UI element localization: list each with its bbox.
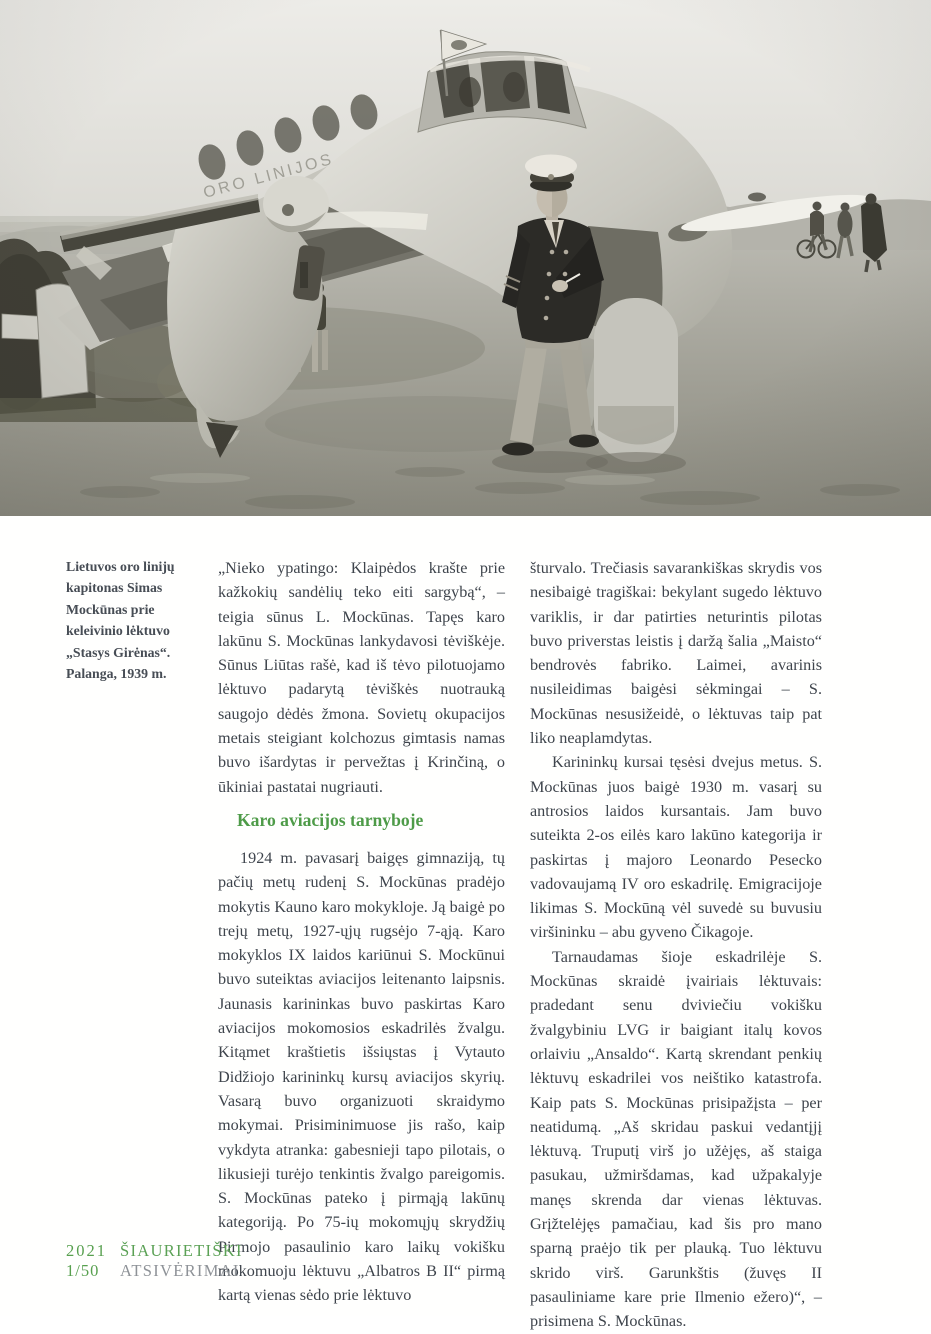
magazine-title-line2: ATSIVĖRIMAI (120, 1261, 240, 1280)
paragraph-1: „Nieko ypatingo: Klaipėdos krašte prie kažkokių sandėlių teko eiti sargybą“, – teigia sūnus L. Mockūnas. Tapęs karo lakūnu S. Mockūnas lankydavosi tėviškėje. Sūnus Liūtas rašė, kad iš tėvo pilotuojamo lėktuvo padarytą tėviškės nuotrauką saugojo dėdės žmona. Sovietų okupacijos metais steigiant kolchozus gimtasis namas buvo išardytas ir pervežtas į Krinčiną, o ūkiniai pastatai nugriauti. (218, 559, 505, 796)
issue-block (66, 1241, 107, 1281)
photo-caption: Lietuvos oro linijų kapitonas Simas Mockūnas prie keleivinio lėktuvo „Stasys Girėnas“. Palanga, 1939 m. (66, 559, 175, 682)
footer-issue: 1/50 (66, 1261, 100, 1280)
article-column-2 (530, 556, 822, 1334)
magazine-title-line1: ŠIAURIETIŠKI (120, 1241, 243, 1260)
article-column-1 (218, 556, 505, 1334)
vignette (0, 0, 931, 516)
page-footer (66, 1241, 243, 1281)
historic-photo (0, 0, 931, 516)
paragraph-2-continued: šturvalo. Trečiasis savarankiškas skrydis vos nesibaigė tragiškai: bekylant sugedo lėktuvo variklis, ir dar patirties neturintis pilotas buvo priverstas leistis į daržą šalia „Maisto“ bendrovės fabriko. Laimei, avarinis nusileidimas baigėsi sėkmingai – S. Mockūnas nesusižeidė, o lėktuvas taip pat liko neaplamdytas. (530, 559, 822, 748)
section-heading: Karo aviacijos tarnyboje (237, 809, 424, 830)
magazine-title (120, 1241, 243, 1281)
article-body (66, 556, 822, 1334)
paragraph-4: Tarnaudamas šioje eskadrilėje S. Mockūnas skraidė įvairiais lėktuvais: pradedant senu dviviečiu vokišku žvalgybiniu LVG ir baigiant italų kovos orlaiviu „Ansaldo“. Kartą skrendant penkių lėktuvų eskadrilei vos neištiko katastrofa. Kaip pats S. Mockūnas prisipažįsta – per neatidumą. „Aš skridau paskui vedantįjį lėktuvą. Truputį virš jo užėjęs, aš staiga pasukau, užmiršdamas, kad užpakalyje manęs skrenda dar vienas lėktuvas. Grįžtelėjęs pamačiau, kad šis pro mano sparną praėjo tik per plauką. Tuo lėktuvu skrido virš. Garunkštis (žuvęs II pasauliniame kare prie Ilmenio ežero)“, – prisimena S. Mockūnas. (530, 947, 822, 1331)
footer-year: 2021 (66, 1241, 107, 1260)
paragraph-3: Karininkų kursai tęsėsi dvejus metus. S. Mockūnas juos baigė 1930 m. vasarį su antrosios laidos kursantais. Jam buvo suteikta 2-os eilės karo lakūno kategorija ir paskirtas į majoro Leonardo Pesecko vadovaujamą IV oro eskadrilę. Emigracijoje likimas S. Mockūną vėl suvedė su buvusiu viršininku – abu gyveno Čikagoje. (530, 753, 822, 942)
photo-canvas (0, 0, 931, 516)
paragraph-2: 1924 m. pavasarį baigęs gimnaziją, tų pačių metų rudenį S. Mockūnas pradėjo mokytis Kauno karo mokykloje. Ją baigė po trejų metų, 1927-ųjų rugsėjo 7-ąją. Karo mokyklos IX laidos kariūnui S. Mockūnui buvo suteiktas aviacijos leitenanto laipsnis. Jaunasis karininkas buvo paskirtas Karo aviacijos mokomosios eskadrilės žvalgu. Kitąmet kraštietis išsiųstas į Vytauto Didžiojo karininkų kursų aviacijos skyrių. Vasarą buvo organizuoti skraidymo mokymai. Prisiminimuose jis rašo, kaip vykdyta atranka: gabesnieji tapo pilotais, o likusieji turėjo tenkintis žvalgo pareigomis. S. Mockūnas pateko į pirmąją lakūnų kategoriją. Po 75-ių mokomųjų skrydžių Pirmojo pasaulinio karo laikų vokišku mokomuoju lėktuvu „Albatros B II“ pirmą kartą vienas sėdo prie lėktuvo (218, 848, 505, 1305)
